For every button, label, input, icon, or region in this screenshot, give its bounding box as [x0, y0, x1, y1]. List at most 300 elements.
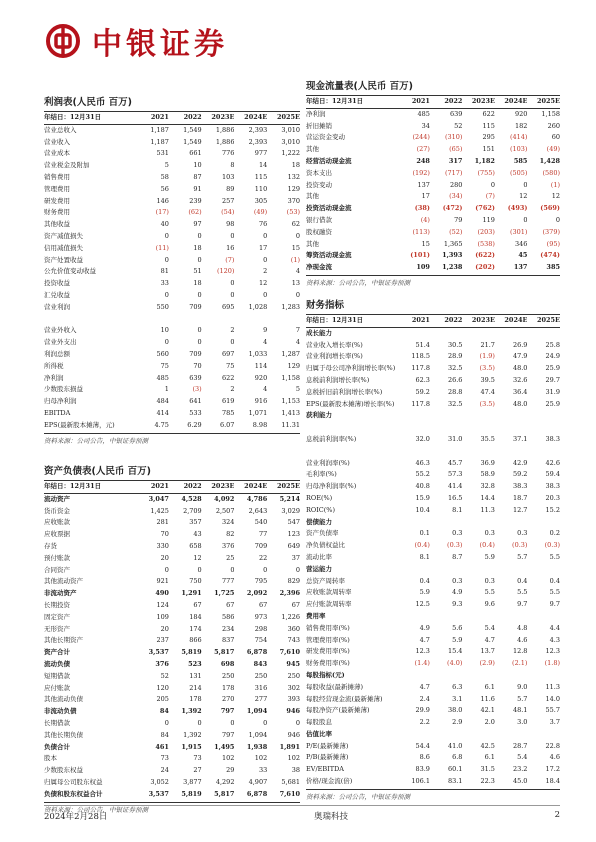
cell-value: 106.1: [411, 777, 430, 786]
cell-value: 51.4: [415, 340, 430, 349]
row-label: 营业收入增长率(%): [306, 340, 363, 349]
table-row: [44, 612, 300, 624]
cell-value: 5.9: [419, 588, 430, 597]
row-label: 资产处置收益: [44, 255, 83, 264]
cell-value: 146: [156, 196, 169, 205]
cell-value: 2022: [430, 315, 463, 327]
cell-value: 1,938: [246, 742, 268, 751]
cell-value: 110: [254, 184, 268, 193]
row-label: 归属母公司股东权益: [44, 777, 103, 786]
cell-value: 129: [287, 361, 300, 370]
row-label: 归母净利润率(%): [306, 482, 357, 491]
cell-value: 17.2: [545, 765, 560, 774]
cell-value: 137: [513, 263, 528, 272]
cell-value: 485: [156, 373, 169, 382]
cell-value: 5.9: [452, 635, 463, 644]
cell-value: (4): [420, 215, 430, 224]
income-source-note: 资料来源：公司公告，中银证券预测: [44, 433, 300, 445]
cell-value: (310): [444, 133, 463, 142]
cell-value: [527, 729, 560, 741]
cell-value: 4: [263, 385, 268, 394]
cell-value: 47.4: [480, 387, 495, 396]
ratios-source-note: 资料来源：公司公告，中银证券预测: [306, 789, 560, 801]
cell-value: [527, 611, 560, 623]
cell-value: 2024E: [234, 112, 267, 124]
cell-value: (3.5): [479, 364, 495, 373]
row-label: EPS(最新股本摊薄)增长率(%): [306, 399, 395, 408]
cell-value: 109: [416, 263, 430, 272]
cell-value: 3,537: [148, 789, 169, 798]
row-label: P/E(最新摊薄): [306, 741, 349, 750]
cell-value: [397, 327, 430, 339]
cell-value: 376: [155, 659, 169, 668]
cell-value: 257: [222, 196, 235, 205]
cell-value: 2025E: [527, 96, 560, 108]
cell-value: 1,495: [214, 742, 235, 751]
table-row: [306, 262, 560, 274]
cell-value: 67: [291, 600, 300, 609]
cell-value: 490: [155, 589, 169, 598]
cell-value: 45.7: [447, 458, 463, 467]
cell-value: 4.6: [549, 753, 560, 762]
brand-name: 中银证券: [92, 27, 228, 62]
cell-value: (762): [475, 204, 495, 213]
cell-value: 248: [416, 156, 430, 165]
cell-value: 5.5: [517, 588, 528, 597]
cell-value: 7,610: [279, 648, 300, 657]
cell-value: 28.7: [512, 741, 528, 750]
cell-value: 0: [263, 290, 268, 299]
row-label: 销售费用率(%): [306, 623, 350, 632]
cell-value: 83.1: [447, 777, 463, 786]
cell-value: 26.6: [447, 375, 463, 384]
cell-value: 4,786: [246, 494, 268, 503]
cell-value: 17: [258, 243, 268, 252]
cell-value: 0.2: [549, 529, 560, 538]
cell-value: 15.9: [415, 493, 430, 502]
cell-value: 4.4: [549, 623, 560, 632]
cell-value: 91: [193, 184, 202, 193]
cell-value: 36.9: [480, 458, 495, 467]
row-label: 估值比率: [306, 729, 332, 738]
cell-value: 4: [295, 338, 300, 347]
row-label: 其他: [306, 192, 319, 201]
cell-value: 67: [258, 600, 268, 609]
row-label: 投资活动现金流: [306, 204, 352, 213]
cell-value: (414): [509, 133, 528, 142]
cell-value: 2: [263, 267, 268, 276]
table-header-row: [44, 112, 300, 124]
cell-value: 40: [160, 220, 169, 229]
cell-value: 52: [160, 671, 169, 680]
cell-value: 4,907: [248, 777, 268, 786]
row-label: 预付账款: [44, 553, 70, 562]
row-label: 净现金流: [306, 263, 332, 272]
cell-value: 59.2: [415, 387, 430, 396]
row-label: 净利润: [306, 109, 326, 118]
cell-value: 25.8: [545, 340, 560, 349]
cell-value: 2,507: [215, 506, 235, 515]
row-label: 负债和股东权益合计: [44, 789, 103, 798]
cell-value: 0.3: [484, 529, 495, 538]
cell-value: 709: [189, 349, 202, 358]
row-label: 每股股息: [306, 718, 332, 727]
cell-value: 5,817: [214, 789, 235, 798]
cell-value: 4.9: [452, 588, 463, 597]
cell-value: 695: [222, 302, 235, 311]
row-label: ROIC(%): [306, 505, 336, 514]
table-row: [306, 599, 560, 611]
cell-value: 1,182: [474, 156, 495, 165]
table-row: [306, 422, 560, 446]
row-label: EV/EBITDA: [306, 765, 344, 774]
row-label: 营业成本: [44, 149, 70, 158]
cell-value: [462, 410, 495, 422]
row-label: 销售费用: [44, 172, 70, 181]
cell-value: 82: [226, 530, 235, 539]
table-row: [44, 789, 300, 801]
cell-value: 35.5: [480, 434, 495, 443]
cell-value: 1,725: [214, 589, 235, 598]
cell-value: [462, 611, 495, 623]
table-row: [44, 706, 300, 718]
cell-value: 0: [197, 565, 202, 574]
cell-value: (52): [449, 227, 463, 236]
table-row: [306, 764, 560, 776]
cell-value: 33: [160, 279, 169, 288]
cell-value: 2,709: [183, 506, 202, 515]
cell-value: (244): [412, 133, 430, 142]
cell-value: 1,028: [248, 302, 268, 311]
row-label: 管理费用率(%): [306, 635, 350, 644]
cell-value: 945: [286, 659, 300, 668]
cell-value: 4,292: [215, 777, 235, 786]
cell-value: (755): [477, 168, 495, 177]
cell-value: 0: [523, 180, 528, 189]
cell-value: 585: [513, 156, 528, 165]
row-label: 筹资活动现金流: [306, 251, 352, 260]
cell-value: 38: [291, 766, 300, 775]
cell-value: 4: [295, 267, 300, 276]
cell-value: 10.4: [415, 505, 430, 514]
cell-value: 305: [254, 196, 268, 205]
table-row: [44, 172, 300, 184]
cell-value: 376: [222, 541, 235, 550]
cell-value: 316: [254, 683, 268, 692]
cell-value: 1,365: [443, 239, 463, 248]
cell-value: 866: [189, 636, 202, 645]
cell-value: (2.1): [512, 659, 528, 668]
cell-value: 754: [254, 636, 268, 645]
table-row: [44, 529, 300, 541]
table-row: [306, 203, 560, 215]
cell-value: 0: [263, 565, 268, 574]
cell-value: 58.9: [480, 470, 495, 479]
cell-value: (0.4): [479, 541, 495, 550]
cell-value: 42.9: [512, 458, 528, 467]
cell-value: 48.1: [512, 706, 528, 715]
cell-value: 76: [258, 220, 268, 229]
cell-value: 129: [287, 184, 300, 193]
cell-value: 1,891: [279, 742, 300, 751]
cell-value: 70: [160, 530, 169, 539]
cell-value: (474): [540, 251, 560, 260]
row-label: 每股收益(最新摊薄): [306, 682, 364, 691]
cell-value: 750: [189, 577, 202, 586]
cash-flow-section: [306, 78, 560, 287]
cell-value: 38.3: [512, 482, 528, 491]
table-row: [44, 517, 300, 529]
cell-value: 360: [287, 624, 300, 633]
cell-value: 921: [156, 577, 169, 586]
table-row: [44, 600, 300, 612]
cell-value: 21.7: [480, 340, 495, 349]
cell-value: 3.7: [549, 718, 560, 727]
cell-value: 43: [193, 530, 202, 539]
row-label: 其他收益: [44, 220, 70, 229]
row-label: 每股指标(元): [306, 670, 345, 679]
cell-value: 55.7: [545, 706, 560, 715]
row-label: 信用减值损失: [44, 243, 83, 252]
cell-value: 36.4: [512, 387, 528, 396]
cell-value: (27): [416, 145, 430, 154]
cell-value: 250: [254, 671, 268, 680]
row-label: 营业总收入: [44, 125, 77, 134]
row-label: EBITDA: [44, 408, 71, 417]
cell-value: 25: [226, 553, 235, 562]
row-label: 每股经营现金流(最新摊薄): [306, 694, 383, 703]
cell-value: 0: [230, 231, 235, 240]
cell-value: 38.0: [447, 706, 463, 715]
cell-value: 12.7: [512, 505, 528, 514]
cell-value: [397, 670, 430, 682]
row-label: 投资收益: [44, 279, 70, 288]
row-label: 利润总额: [44, 349, 70, 358]
row-label: 年结日：12月31日: [44, 112, 136, 124]
cell-value: 0: [197, 718, 202, 727]
cell-value: 131: [189, 671, 202, 680]
cell-value: 658: [189, 541, 202, 550]
cell-value: 1,033: [248, 349, 268, 358]
table-row: [44, 553, 300, 565]
cell-value: 9: [263, 326, 268, 335]
cell-value: 123: [287, 530, 300, 539]
cell-value: 5.5: [484, 588, 495, 597]
row-label: P/B(最新摊薄): [306, 753, 349, 762]
row-label: 非流动资产: [44, 589, 77, 598]
table-row: [44, 742, 300, 754]
cell-value: (505): [509, 168, 528, 177]
cell-value: 0: [490, 180, 495, 189]
cell-value: 75: [226, 361, 235, 370]
row-label: 长期投资: [44, 600, 70, 609]
cell-value: 1,392: [183, 730, 202, 739]
table-row: [306, 191, 560, 203]
cell-value: 317: [448, 156, 463, 165]
row-label: 无形资产: [44, 624, 70, 633]
table-row: [44, 243, 300, 255]
cell-value: 8.7: [452, 552, 463, 561]
cell-value: 2,396: [279, 589, 300, 598]
cell-value: 2,643: [248, 506, 268, 515]
cell-value: 29: [226, 766, 235, 775]
cell-value: 40.8: [415, 482, 430, 491]
table-row: [44, 671, 300, 683]
cell-value: 0: [197, 231, 202, 240]
cell-value: 1,392: [181, 707, 202, 716]
section-subheader-row: [306, 670, 560, 682]
cell-value: 1,428: [539, 156, 560, 165]
cell-value: 12.3: [545, 647, 560, 656]
cell-value: 1,187: [150, 125, 169, 134]
cell-value: 560: [156, 349, 169, 358]
table-row: [306, 741, 560, 753]
row-label: 息税前利润率(%): [306, 434, 357, 443]
row-label: 其他长期负债: [44, 730, 83, 739]
cell-value: 11.3: [480, 505, 495, 514]
cell-value: 45.0: [512, 777, 528, 786]
cell-value: 12: [519, 192, 528, 201]
balance-source-note: 资料来源：公司公告，中银证券预测: [44, 802, 300, 814]
cash-flow-source-note: 资料来源：公司公告，中银证券预测: [306, 275, 560, 287]
cell-value: (1.4): [414, 659, 430, 668]
table-row: [306, 168, 560, 180]
cell-value: 184: [189, 612, 202, 621]
cell-value: 5.6: [452, 623, 463, 632]
row-label: ROE(%): [306, 493, 333, 502]
cell-value: 0.3: [517, 529, 528, 538]
cell-value: 102: [222, 754, 235, 763]
cell-value: 484: [156, 397, 169, 406]
table-row: [44, 278, 300, 290]
cell-value: 2024E: [234, 481, 267, 493]
cell-value: 1,222: [281, 149, 300, 158]
cell-value: (379): [542, 227, 560, 236]
cell-value: 59.4: [545, 470, 560, 479]
table-row: [44, 777, 300, 789]
cell-value: 4.7: [419, 635, 430, 644]
cell-value: 22.3: [480, 777, 495, 786]
table-row: [44, 219, 300, 231]
cell-value: 3,010: [281, 125, 300, 134]
cell-value: 13.7: [480, 647, 495, 656]
cell-value: 0.4: [419, 576, 430, 585]
cell-value: 920: [254, 373, 268, 382]
cell-value: 622: [222, 373, 235, 382]
cell-value: 37: [291, 553, 300, 562]
cell-value: 18: [193, 243, 202, 252]
table-row: [306, 227, 560, 239]
cell-value: (580): [542, 168, 560, 177]
cell-value: 709: [254, 541, 268, 550]
cell-value: (101): [410, 251, 430, 260]
cell-value: 12: [258, 279, 268, 288]
table-row: [44, 765, 300, 777]
row-label: 财务费用: [44, 208, 70, 217]
cell-value: 0: [263, 718, 268, 727]
cell-value: 2: [230, 326, 235, 335]
row-label: 息税前利润增长率(%): [306, 375, 370, 384]
cell-value: [495, 517, 528, 529]
cell-value: 24.9: [545, 352, 560, 361]
cell-value: 0: [197, 255, 202, 264]
cell-value: 5.5: [549, 588, 560, 597]
row-label: 折旧摊销: [306, 121, 332, 130]
cell-value: 109: [156, 612, 169, 621]
table-row: [44, 361, 300, 373]
table-row: [306, 239, 560, 251]
row-label: 流动比率: [306, 552, 332, 561]
cell-value: (538): [477, 239, 495, 248]
row-label: 少数股东权益: [44, 766, 83, 775]
table-row: [44, 624, 300, 636]
cell-value: 619: [222, 397, 235, 406]
cell-value: 4.7: [484, 635, 495, 644]
cell-value: 547: [287, 518, 300, 527]
cell-value: 25.9: [545, 399, 560, 408]
cell-value: 485: [417, 109, 430, 118]
cell-value: (622): [475, 251, 495, 260]
report-date: 2024年2月28日: [44, 812, 108, 822]
cell-value: 461: [155, 742, 169, 751]
cell-value: 2021: [136, 112, 169, 124]
table-row: [44, 396, 300, 408]
table-row: [44, 683, 300, 695]
cell-value: (1.8): [544, 659, 560, 668]
cell-value: 1,549: [183, 125, 202, 134]
row-label: 应付账款周转率: [306, 600, 352, 609]
row-label: 毛利率(%): [306, 470, 337, 479]
cell-value: 0.3: [484, 576, 495, 585]
cell-value: 4,528: [181, 494, 202, 503]
cell-value: 12.5: [415, 600, 430, 609]
cell-value: 48.0: [512, 399, 528, 408]
cell-value: 540: [254, 518, 268, 527]
cell-value: 0: [295, 231, 300, 240]
cell-value: 0: [295, 718, 300, 727]
row-label: 合同资产: [44, 565, 70, 574]
cell-value: [430, 670, 463, 682]
balance-sheet-table: [44, 481, 300, 801]
cell-value: 119: [482, 215, 495, 224]
cell-value: 38.3: [545, 434, 560, 443]
cell-value: 697: [222, 349, 235, 358]
cell-value: 32.8: [480, 482, 495, 491]
cell-value: (0.4): [414, 541, 430, 550]
cell-value: 302: [287, 683, 300, 692]
cell-value: [495, 729, 528, 741]
cell-value: [462, 729, 495, 741]
cell-value: 18: [193, 279, 202, 288]
table-row: [306, 694, 560, 706]
cell-value: 4.6: [517, 635, 528, 644]
table-row: [44, 493, 300, 505]
cell-value: 973: [254, 612, 268, 621]
cell-value: 20: [160, 553, 169, 562]
cell-value: 22.8: [545, 741, 560, 750]
cell-value: 77: [258, 530, 268, 539]
cell-value: [397, 517, 430, 529]
cell-value: 87: [193, 172, 202, 181]
table-row: [44, 506, 300, 518]
cell-value: 346: [515, 239, 528, 248]
cell-value: 5.5: [549, 552, 560, 561]
cell-value: 9.0: [517, 682, 528, 691]
cell-value: 0: [230, 718, 235, 727]
cell-value: 31.5: [480, 765, 495, 774]
cell-value: 2022: [430, 96, 463, 108]
cash-flow-title: 现金流量表(人民币 百万): [306, 78, 560, 96]
